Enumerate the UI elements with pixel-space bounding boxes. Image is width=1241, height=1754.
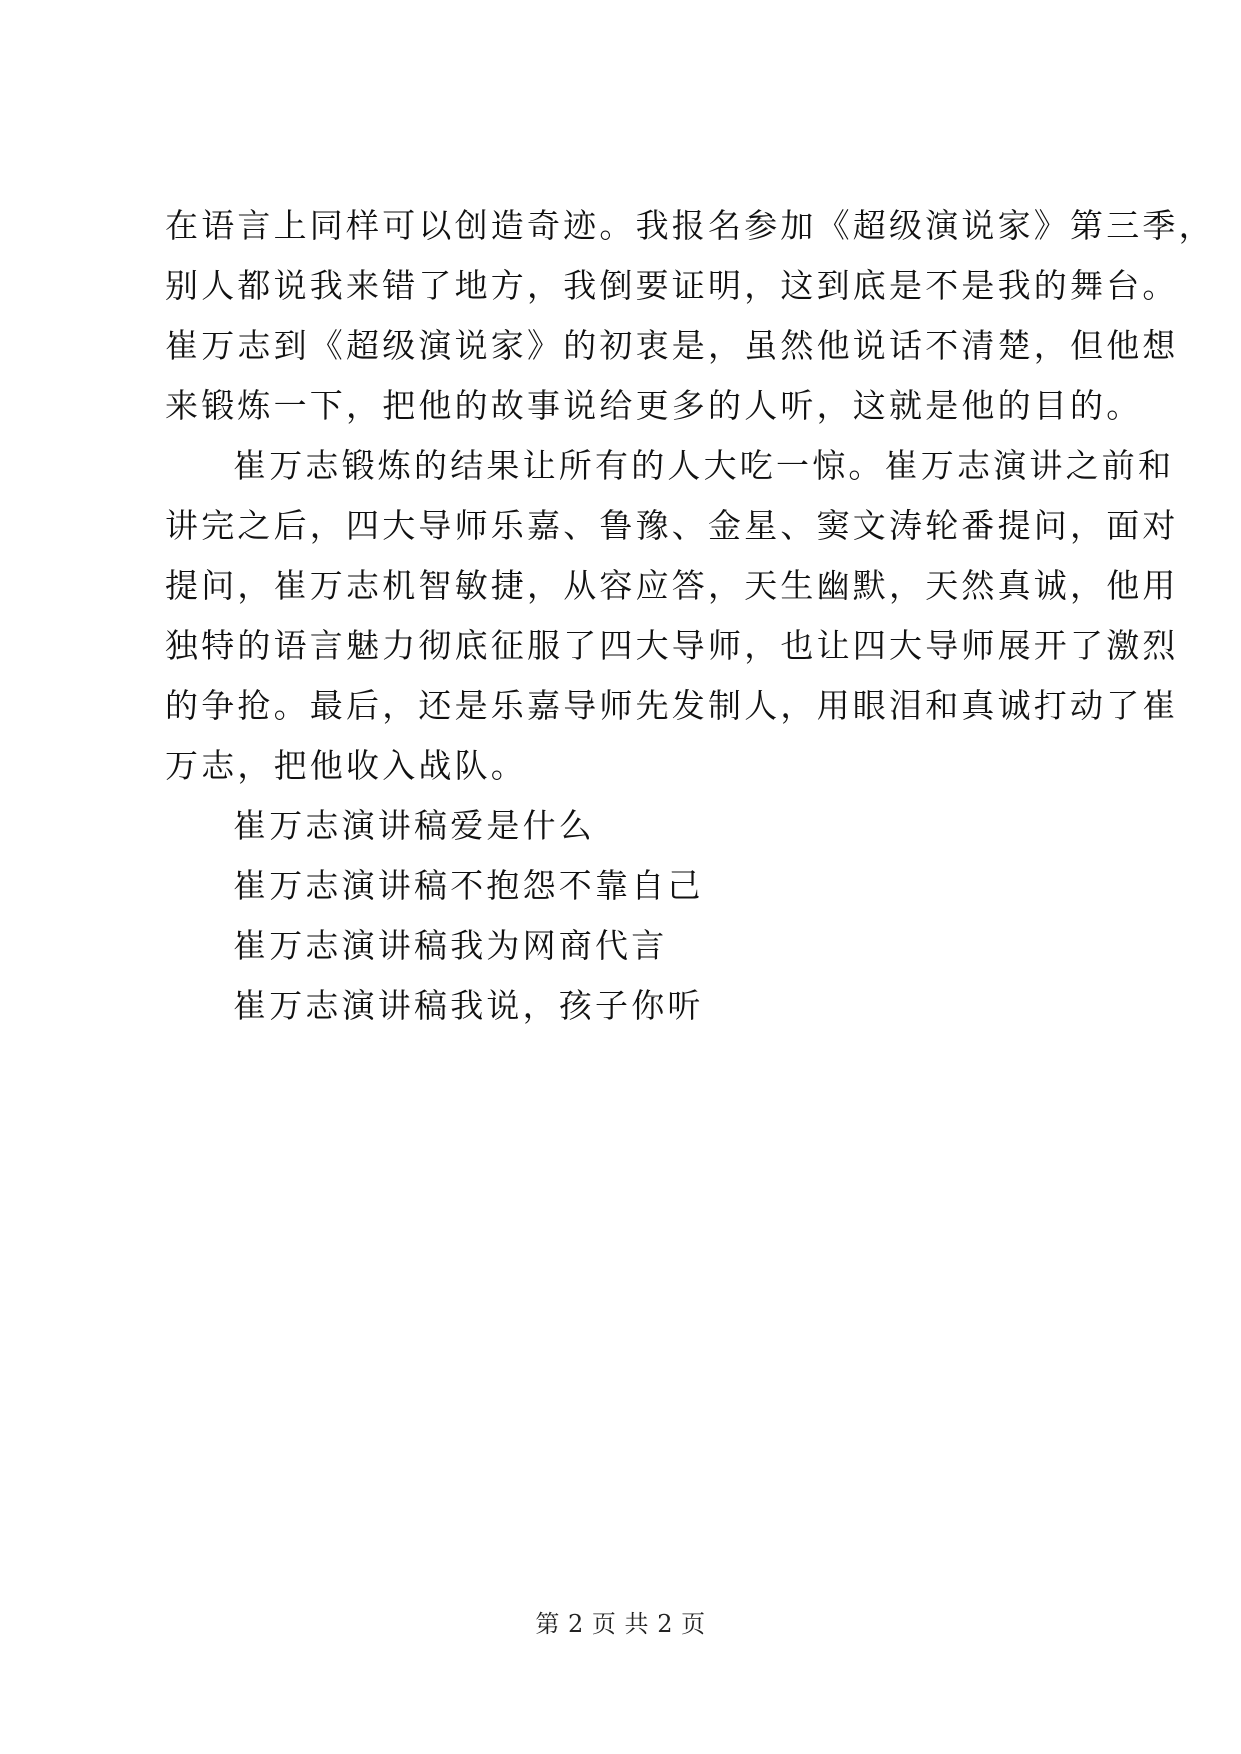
related-title: 崔万志演讲稿爱是什么 [233,806,595,845]
related-title: 崔万志演讲稿我说，孩子你听 [233,986,704,1025]
paragraph-line: 独特的语言魅力彻底征服了四大导师，也让四大导师展开了激烈 [165,626,1179,665]
related-title: 崔万志演讲稿我为网商代言 [233,926,668,965]
paragraph-line: 来锻炼一下，把他的故事说给更多的人听，这就是他的目的。 [165,386,1143,425]
paragraph-line: 提问，崔万志机智敏捷，从容应答，天生幽默，天然真诚，他用 [165,566,1179,605]
paragraph-line: 崔万志到《超级演说家》的初衷是，虽然他说话不清楚，但他想 [165,326,1179,365]
paragraph-line: 讲完之后，四大导师乐嘉、鲁豫、金星、窦文涛轮番提问，面对 [165,506,1179,545]
paragraph-line: 的争抢。最后，还是乐嘉导师先发制人，用眼泪和真诚打动了崔 [165,686,1179,725]
paragraph-line: 崔万志锻炼的结果让所有的人大吃一惊。崔万志演讲之前和 [233,446,1175,485]
paragraph-line: 万志，把他收入战队。 [165,746,527,785]
related-title: 崔万志演讲稿不抱怨不靠自己 [233,866,704,905]
paragraph-line: 别人都说我来错了地方，我倒要证明，这到底是不是我的舞台。 [165,266,1179,305]
page-number-footer: 第 2 页 共 2 页 [535,1610,706,1638]
paragraph-line: 在语言上同样可以创造奇迹。我报名参加《超级演说家》第三季， [165,206,1215,245]
